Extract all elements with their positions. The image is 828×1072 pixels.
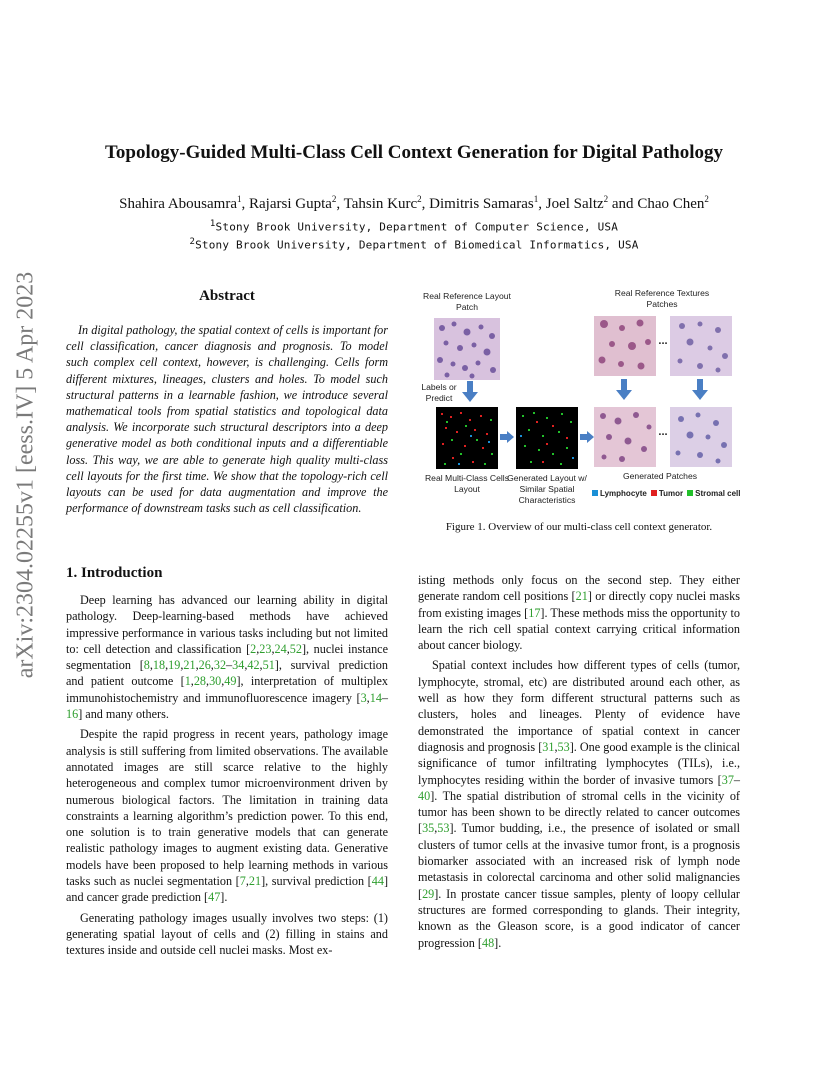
- author-affiliation-sup: 1: [237, 194, 242, 204]
- paragraph: Despite the rapid progress in recent years, pathology image analysis is still suffering from limited observations. The available annotated images are still scarce relative to the highly heterogeneous and complex tumor microenvironment driven by numerous biological factors. The limitation in training data constraints a learning algorithm’s prediction power. To this end, one solution is to train generative models that can generate realistic pathology images to augment existing data. Generative models have been proposed to help learning methods in various tasks such as nuclei segmentation [7,21], survival prediction [44] and cancer grade prediction [47].: [66, 727, 388, 905]
- paper-title: Topology-Guided Multi-Class Cell Context Generation for Digital Pathology: [104, 142, 724, 163]
- affiliation-2-text: Stony Brook University, Department of Biomedical Informatics, USA: [195, 238, 639, 252]
- section-heading-introduction: 1. Introduction: [66, 565, 163, 581]
- citation-link[interactable]: 49: [224, 674, 237, 689]
- citation-link[interactable]: 30: [209, 674, 222, 689]
- author-affiliation-sup: 2: [603, 194, 609, 204]
- affiliation-2: [0, 237, 828, 252]
- author-affiliation-sup: 2: [417, 194, 422, 204]
- fig-legend: [588, 488, 742, 499]
- abstract-heading: Abstract: [199, 288, 255, 304]
- citation-link[interactable]: 53: [437, 821, 450, 836]
- legend-label: Tumor: [658, 489, 684, 498]
- citation-link[interactable]: 48: [481, 935, 495, 950]
- legend-swatch: [651, 490, 657, 496]
- citation-link[interactable]: 28: [193, 674, 207, 689]
- author-list: Shahira Abousamra$^1$, Rajarsi Gupta$^2$, Tahsin Kurc$^2$, Dimitris Samaras$^1$, Joel Saltz$^2$ and Chao Chen$^2$: [119, 194, 709, 212]
- citation-link[interactable]: 40: [418, 788, 431, 803]
- arrow-right-icon: [500, 431, 514, 443]
- citation-link[interactable]: 23: [259, 641, 272, 656]
- affiliation-1-text: Stony Brook University, Department of Computer Science, USA: [215, 220, 619, 234]
- citation-link[interactable]: 24: [274, 641, 287, 656]
- abstract-text: In digital pathology, the spatial context of cells is important for cell classification, cancer diagnosis and prognosis. To model such complex cell context, however, is challenging. Cells form different mixtures, lineages, clusters and holes. To model such structural patterns in a learnable fashion, we introduce several mathematical tools from spatial statistics and topological data analysis. We incorporate such structural descriptors into a deep generative model as both conditional inputs and a differentiable loss. This way, we are able to generate high quality multi-class cell layouts for the first time. We show that the topology-rich cell layouts can be used for data augmentation and improve the performance of downstream tasks such as cell classification.: [66, 323, 388, 516]
- citation-link[interactable]: 19: [168, 658, 181, 673]
- citation-link[interactable]: 21: [183, 658, 196, 673]
- author-affiliation-sup: 1: [533, 194, 539, 204]
- fig-label-generated-patches: Generated Patches: [622, 471, 698, 481]
- citation-link[interactable]: 29: [422, 886, 435, 901]
- fig-label-real-reference-layout: Real Reference Layout Patch: [423, 291, 511, 312]
- citation-link[interactable]: 17: [528, 605, 541, 620]
- author-name: Tahsin Kurc: [343, 196, 418, 212]
- legend-label: Stromal cell: [695, 489, 741, 498]
- author-affiliation-sup: 2: [331, 194, 337, 204]
- real-multiclass-cell-layout: [436, 407, 498, 469]
- paragraph: Spatial context includes how different types of cells (tumor, lymphocyte, stromal, etc) are distributed around each other, as well as how they form different structural patterns such as clusters, holes and lineages. Plenty of evidence have demonstrated the importance of spatial context in cancer diagnosis and prognosis [31,53]. One good example is the clinical significance of tumor infiltrating lymphocytes (TILs), i.e., lymphocytes residing within the border of invasive tumors [37–40]. The spatial distribution of stromal cells in the vicinity of tumor has been shown to be directly related to cancer outcomes [35,53]. Tumor budding, i.e., the presence of isolated or small clusters of tumor cells at the invasive tumor front, is a prognosis biomarker associated with an increased risk of lymph node metastasis in colorectal carcinoma and other solid malignancies [29]. In prostate cancer tissue samples, plenty of loopy cellular structures are formed corresponding to glands. Their integrity, known as the Gleason score, is a good indicator of cancer progression [48].: [418, 658, 740, 950]
- fig-label-real-multiclass-layout: Real Multi-Class Cells Layout: [424, 473, 510, 494]
- citation-link[interactable]: 51: [262, 658, 275, 673]
- fig-label-generated-layout: Generated Layout w/ Similar Spatial Characteristics: [507, 473, 587, 505]
- citation-link[interactable]: 35: [422, 821, 435, 836]
- citation-link[interactable]: 14: [369, 690, 382, 705]
- citation-link[interactable]: 18: [152, 658, 166, 673]
- paragraph: Deep learning has advanced our learning ability in digital pathology. Deep-learning-based methods have achieved impressive performance in various tasks including but not limited to: cell detection and classification [2,23,24,52], nuclei instance segmentation [8,18,19,21,26,32–34,42,51], survival prediction and patient outcome [1,28,30,49], interpretation of multiplex immunohistochemistry and immunofluorescence imagery [3,14–16] and many others.: [66, 593, 388, 722]
- paragraph: isting methods only focus on the second step. They either generate random cell positions [21] or directly copy nuclei masks from existing images [17]. These methods miss the opportunity to learn the rich cell spatial context carrying critical information about cancer biology.: [418, 573, 740, 653]
- generated-patch-2: [670, 407, 732, 467]
- arrow-right-icon: [580, 431, 594, 443]
- generated-cell-layout: [516, 407, 578, 469]
- citation-link[interactable]: 8: [143, 658, 150, 673]
- citation-link[interactable]: 32: [213, 658, 227, 673]
- citation-link[interactable]: 53: [557, 739, 570, 754]
- real-reference-layout-patch: [434, 318, 500, 380]
- texture-patch-2: [670, 316, 732, 376]
- citation-link[interactable]: 31: [542, 739, 555, 754]
- citation-link[interactable]: 44: [371, 874, 384, 889]
- fig-label-real-reference-textures: Real Reference Textures Patches: [614, 288, 710, 309]
- paragraph: Generating pathology images usually involves two steps: (1) generating spatial layout of cells and (2) filling in stains and textures inside and outside cell nuclei masks. Most ex-: [66, 910, 388, 958]
- citation-link[interactable]: 2: [250, 641, 257, 656]
- citation-link[interactable]: 42: [247, 658, 260, 673]
- citation-link[interactable]: 52: [289, 641, 302, 656]
- intro-left-column: [66, 592, 388, 963]
- citation-link[interactable]: 21: [248, 874, 262, 889]
- affiliation-2-sup: 2: [189, 237, 196, 247]
- citation-link[interactable]: 1: [184, 674, 191, 689]
- legend-label: Lymphocyte: [600, 489, 647, 498]
- fig-ellipsis-bottom: ...: [658, 426, 668, 438]
- figure-1: [412, 283, 742, 508]
- citation-link[interactable]: 37: [721, 772, 734, 787]
- arrow-down-icon: [616, 379, 632, 401]
- arrow-down-icon: [462, 381, 478, 403]
- author-name: Dimitris Samaras: [429, 196, 534, 212]
- author-affiliation-sup: 2: [704, 194, 709, 204]
- figure-1-caption: Figure 1. Overview of our multi-class cell context generator.: [445, 521, 713, 533]
- citation-link[interactable]: 16: [66, 707, 79, 722]
- intro-right-column: [418, 572, 740, 955]
- texture-patch-1: [594, 316, 656, 376]
- fig-ellipsis-top: ...: [658, 335, 668, 347]
- citation-link[interactable]: 21: [575, 589, 588, 604]
- fig-label-labels-or-predict: Labels or Predict: [421, 382, 457, 403]
- author-name: Rajarsi Gupta: [249, 196, 332, 212]
- author-name: Chao Chen: [637, 196, 705, 212]
- author-name: Shahira Abousamra: [119, 196, 237, 212]
- affiliation-1: [0, 219, 828, 234]
- citation-link[interactable]: 26: [198, 658, 211, 673]
- arrow-down-icon: [692, 379, 708, 401]
- arxiv-side-stamp: [6, 271, 46, 679]
- generated-patch-1: [594, 407, 656, 467]
- author-name: Joel Saltz: [545, 196, 604, 212]
- legend-swatch: [687, 490, 693, 496]
- legend-swatch: [592, 490, 598, 496]
- citation-link[interactable]: 3: [360, 690, 367, 705]
- citation-link[interactable]: 47: [208, 890, 221, 905]
- arxiv-stamp-text: arXiv:2304.02255v1 [eess.IV] 5 Apr 2023: [12, 271, 39, 679]
- citation-link[interactable]: 34: [232, 658, 245, 673]
- affiliation-1-sup: 1: [209, 219, 216, 229]
- citation-link[interactable]: 7: [239, 874, 246, 889]
